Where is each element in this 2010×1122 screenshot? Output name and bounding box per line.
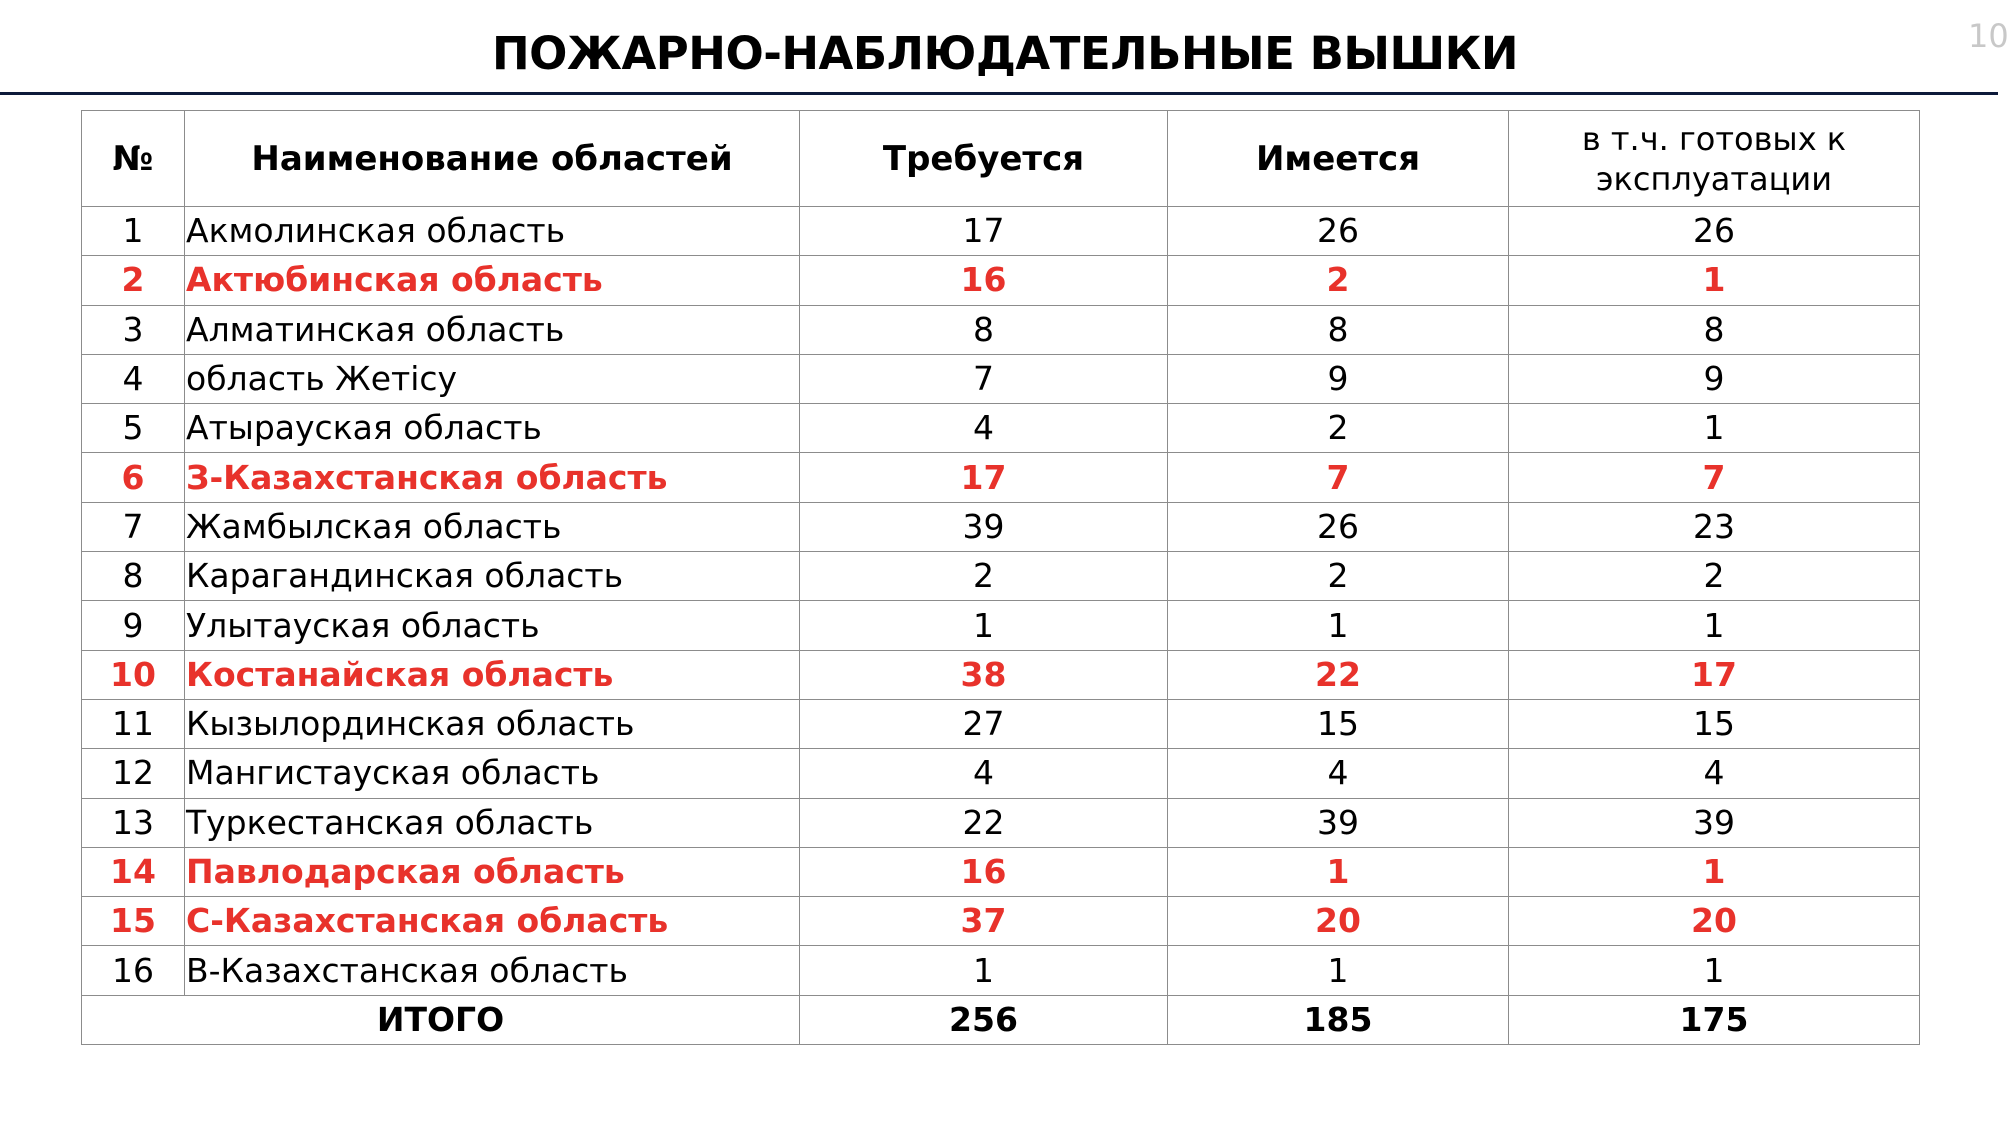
row-number: 2 (82, 256, 185, 305)
region-name: Атырауская область (185, 404, 800, 453)
header-number: № (82, 111, 185, 207)
available-count: 22 (1168, 650, 1509, 699)
row-number: 9 (82, 601, 185, 650)
available-count: 8 (1168, 305, 1509, 354)
table-row (82, 305, 1920, 354)
row-number: 4 (82, 354, 185, 403)
region-name: Жамбылская область (185, 502, 800, 551)
region-name: Костанайская область (185, 650, 800, 699)
ready-count: 20 (1509, 897, 1920, 946)
region-name: З-Казахстанская область (185, 453, 800, 502)
row-number: 1 (82, 207, 185, 256)
required-count: 17 (800, 453, 1168, 502)
region-name: Акмолинская область (185, 207, 800, 256)
required-count: 8 (800, 305, 1168, 354)
available-count: 39 (1168, 798, 1509, 847)
ready-count: 17 (1509, 650, 1920, 699)
region-name: Алматинская область (185, 305, 800, 354)
row-number: 5 (82, 404, 185, 453)
table-row (82, 650, 1920, 699)
available-count: 1 (1168, 946, 1509, 995)
header-region-name: Наименование областей (185, 111, 800, 207)
available-count: 7 (1168, 453, 1509, 502)
table-row (82, 897, 1920, 946)
row-number: 12 (82, 749, 185, 798)
row-number: 16 (82, 946, 185, 995)
table-row (82, 256, 1920, 305)
ready-count: 26 (1509, 207, 1920, 256)
available-count: 2 (1168, 404, 1509, 453)
table-row (82, 404, 1920, 453)
available-count: 26 (1168, 207, 1509, 256)
required-count: 16 (800, 847, 1168, 896)
table-row (82, 552, 1920, 601)
region-name: В-Казахстанская область (185, 946, 800, 995)
header-required: Требуется (800, 111, 1168, 207)
row-number: 14 (82, 847, 185, 896)
row-number: 7 (82, 502, 185, 551)
region-name: Кызылординская область (185, 699, 800, 748)
region-name: Павлодарская область (185, 847, 800, 896)
required-count: 17 (800, 207, 1168, 256)
required-count: 38 (800, 650, 1168, 699)
ready-count: 2 (1509, 552, 1920, 601)
ready-count: 23 (1509, 502, 1920, 551)
table-row (82, 699, 1920, 748)
header-ready-for-use: в т.ч. готовых к эксплуатации (1509, 111, 1920, 207)
table-row (82, 847, 1920, 896)
row-number: 3 (82, 305, 185, 354)
table-row (82, 502, 1920, 551)
required-count: 27 (800, 699, 1168, 748)
title-divider (0, 92, 1998, 95)
available-count: 1 (1168, 601, 1509, 650)
table-row (82, 946, 1920, 995)
total-label: ИТОГО (82, 995, 800, 1044)
table-row (82, 354, 1920, 403)
region-name: область Жетісу (185, 354, 800, 403)
table-header-row (82, 111, 1920, 207)
available-count: 4 (1168, 749, 1509, 798)
header-available: Имеется (1168, 111, 1509, 207)
required-count: 22 (800, 798, 1168, 847)
available-count: 2 (1168, 256, 1509, 305)
ready-count: 1 (1509, 256, 1920, 305)
region-name: Карагандинская область (185, 552, 800, 601)
ready-count: 9 (1509, 354, 1920, 403)
ready-count: 39 (1509, 798, 1920, 847)
row-number: 6 (82, 453, 185, 502)
total-required: 256 (800, 995, 1168, 1044)
row-number: 8 (82, 552, 185, 601)
table-row (82, 601, 1920, 650)
total-ready: 175 (1509, 995, 1920, 1044)
row-number: 10 (82, 650, 185, 699)
required-count: 39 (800, 502, 1168, 551)
ready-count: 1 (1509, 404, 1920, 453)
region-name: Туркестанская область (185, 798, 800, 847)
required-count: 2 (800, 552, 1168, 601)
required-count: 16 (800, 256, 1168, 305)
ready-count: 4 (1509, 749, 1920, 798)
available-count: 9 (1168, 354, 1509, 403)
available-count: 1 (1168, 847, 1509, 896)
required-count: 1 (800, 946, 1168, 995)
row-number: 15 (82, 897, 185, 946)
available-count: 15 (1168, 699, 1509, 748)
ready-count: 15 (1509, 699, 1920, 748)
available-count: 20 (1168, 897, 1509, 946)
row-number: 13 (82, 798, 185, 847)
required-count: 7 (800, 354, 1168, 403)
ready-count: 1 (1509, 847, 1920, 896)
required-count: 1 (800, 601, 1168, 650)
table-row (82, 798, 1920, 847)
table-body (82, 207, 1920, 1045)
total-row (82, 995, 1920, 1044)
ready-count: 1 (1509, 601, 1920, 650)
total-available: 185 (1168, 995, 1509, 1044)
required-count: 37 (800, 897, 1168, 946)
available-count: 26 (1168, 502, 1509, 551)
page-number: 10 (1968, 17, 2009, 55)
page-title: ПОЖАРНО-НАБЛЮДАТЕЛЬНЫЕ ВЫШКИ (491, 27, 1519, 80)
table-row (82, 453, 1920, 502)
row-number: 11 (82, 699, 185, 748)
fire-towers-table (81, 110, 1920, 1045)
required-count: 4 (800, 404, 1168, 453)
region-name: Мангистауская область (185, 749, 800, 798)
ready-count: 7 (1509, 453, 1920, 502)
region-name: Улытауская область (185, 601, 800, 650)
ready-count: 1 (1509, 946, 1920, 995)
region-name: С-Казахстанская область (185, 897, 800, 946)
table-row (82, 749, 1920, 798)
region-name: Актюбинская область (185, 256, 800, 305)
table-row (82, 207, 1920, 256)
available-count: 2 (1168, 552, 1509, 601)
required-count: 4 (800, 749, 1168, 798)
ready-count: 8 (1509, 305, 1920, 354)
